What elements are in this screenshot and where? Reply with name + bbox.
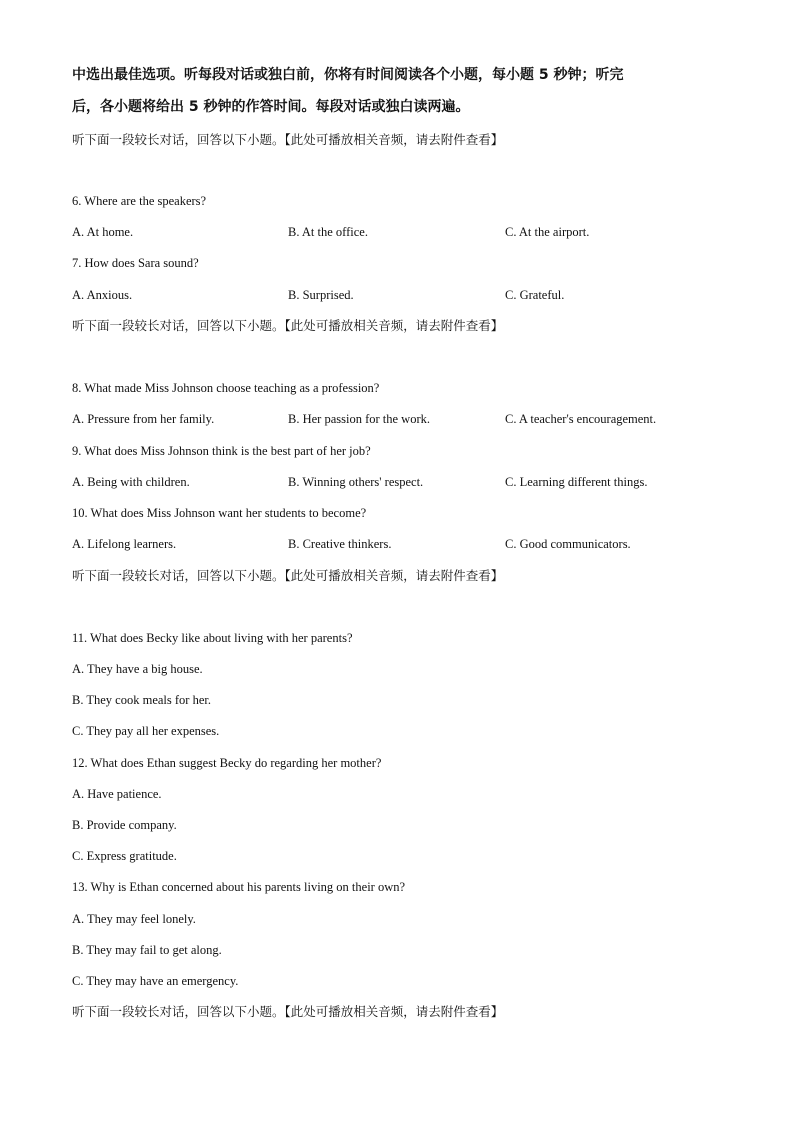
option-b: B. They may fail to get along. <box>72 943 222 957</box>
question-stem: 11. What does Becky like about living with her parents? <box>72 631 353 645</box>
audio-note: 听下面一段较长对话，回答以下小题。【此处可播放相关音频，请去附件查看】 <box>72 568 504 583</box>
question-stem: 10. What does Miss Johnson want her students to become? <box>72 506 367 520</box>
instruction-line-1: 中选出最佳选项。听每段对话或独白前，你将有时间阅读各个小题，每小题 5 秒钟；听完 <box>72 67 624 83</box>
audio-note: 听下面一段较长对话，回答以下小题。【此处可播放相关音频，请去附件查看】 <box>72 318 504 333</box>
option-a: A. They have a big house. <box>72 662 203 676</box>
option-c: C. At the airport. <box>505 225 590 239</box>
option-a: A. At home. <box>72 225 134 239</box>
option-c: C. A teacher's encouragement. <box>505 412 657 426</box>
option-c: C. They may have an emergency. <box>72 974 239 988</box>
option-b: B. Creative thinkers. <box>288 537 392 551</box>
option-a: A. Have patience. <box>72 787 162 801</box>
option-c: C. Express gratitude. <box>72 849 177 863</box>
option-c: C. They pay all her expenses. <box>72 724 220 738</box>
question-stem: 8. What made Miss Johnson choose teaching as a profession? <box>72 381 380 395</box>
instruction-line-2: 后，各小题将给出 5 秒钟的作答时间。每段对话或独白读两遍。 <box>72 99 470 115</box>
question-stem: 13. Why is Ethan concerned about his parents living on their own? <box>72 880 406 894</box>
option-c: C. Grateful. <box>505 288 565 302</box>
option-b: B. They cook meals for her. <box>72 693 211 707</box>
option-b: B. Provide company. <box>72 818 177 832</box>
option-a: A. Pressure from her family. <box>72 412 215 426</box>
audio-note: 听下面一段较长对话，回答以下小题。【此处可播放相关音频，请去附件查看】 <box>72 132 504 147</box>
option-c: C. Learning different things. <box>505 475 648 489</box>
option-b: B. Surprised. <box>288 288 354 302</box>
option-b: B. Winning others' respect. <box>288 475 424 489</box>
option-a: A. Lifelong learners. <box>72 537 177 551</box>
option-c: C. Good communicators. <box>505 537 631 551</box>
option-a: A. Anxious. <box>72 288 133 302</box>
question-stem: 9. What does Miss Johnson think is the best part of her job? <box>72 444 371 458</box>
question-stem: 7. How does Sara sound? <box>72 256 199 270</box>
question-stem: 6. Where are the speakers? <box>72 194 207 208</box>
audio-note: 听下面一段较长对话，回答以下小题。【此处可播放相关音频，请去附件查看】 <box>72 1004 504 1019</box>
option-b: B. Her passion for the work. <box>288 412 430 426</box>
option-a: A. They may feel lonely. <box>72 912 196 926</box>
option-a: A. Being with children. <box>72 475 190 489</box>
option-b: B. At the office. <box>288 225 368 239</box>
question-stem: 12. What does Ethan suggest Becky do regarding her mother? <box>72 756 382 770</box>
